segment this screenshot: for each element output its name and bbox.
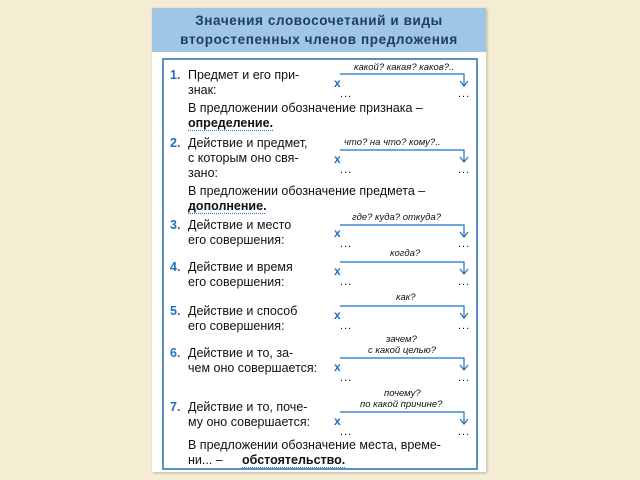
- term-definition: определение.: [188, 116, 274, 130]
- relation-arrow: [338, 260, 468, 274]
- main-word-marker: x: [334, 152, 341, 166]
- dots-left: ...: [340, 372, 353, 384]
- dots-right: ...: [458, 276, 471, 288]
- footer-line-2-prefix: ни... –: [188, 453, 223, 467]
- dots-right: ...: [458, 164, 471, 176]
- main-word-marker: x: [334, 360, 341, 374]
- dots-left: ...: [340, 238, 353, 250]
- relation-arrow: [338, 304, 468, 318]
- dots-right: ...: [458, 88, 471, 100]
- section-text-line: его совершения:: [188, 319, 285, 333]
- relation-arrow: [338, 148, 468, 162]
- title-line-2: второстепенных членов предложения: [180, 32, 458, 47]
- section-text-line: Действие и то, за-: [188, 346, 294, 360]
- section-text-line: его совершения:: [188, 275, 285, 289]
- section-text-line: чем оно совершается:: [188, 361, 318, 375]
- section-number: 2.: [170, 136, 181, 150]
- section-text-line: с которым оно свя-: [188, 151, 299, 165]
- dots-left: ...: [340, 426, 353, 438]
- section-text-line: его совершения:: [188, 233, 285, 247]
- main-word-marker: x: [334, 264, 341, 278]
- title-banner: [152, 8, 486, 52]
- main-word-marker: x: [334, 414, 341, 428]
- section-number: 6.: [170, 346, 181, 360]
- main-word-marker: x: [334, 76, 341, 90]
- sentence-line: В предложении обозначение признака –: [188, 101, 423, 115]
- question-text: как?: [396, 292, 416, 303]
- section-text-line: Действие и время: [188, 260, 293, 274]
- section-text-line: Действие и то, поче-: [188, 400, 308, 414]
- main-word-marker: x: [334, 308, 341, 322]
- term-complement: дополнение.: [188, 199, 267, 213]
- section-text-line: му оно совершается:: [188, 415, 311, 429]
- section-number: 1.: [170, 68, 181, 82]
- question-text: что? на что? кому?..: [344, 137, 441, 148]
- dots-right: ...: [458, 320, 471, 332]
- question-text: зачем?: [386, 334, 417, 345]
- dots-left: ...: [340, 88, 353, 100]
- question-text-2: по какой причине?: [360, 399, 443, 410]
- section-text-line: Предмет и его при-: [188, 68, 300, 82]
- section-text-line: Действие и место: [188, 218, 292, 232]
- dots-right: ...: [458, 426, 471, 438]
- section-number: 4.: [170, 260, 181, 274]
- title-line-1: Значения словосочетаний и виды: [195, 13, 443, 28]
- relation-arrow: [338, 223, 468, 237]
- term-adverbial: обстоятельство.: [242, 453, 346, 467]
- rule-card: [152, 8, 486, 472]
- dots-right: ...: [458, 238, 471, 250]
- question-text: когда?: [390, 248, 421, 259]
- question-text: где? куда? откуда?: [352, 212, 441, 223]
- sentence-line: В предложении обозначение предмета –: [188, 184, 426, 198]
- section-text-line: зано:: [188, 166, 219, 180]
- question-text-2: с какой целью?: [368, 345, 437, 356]
- question-text: какой? какая? каков?..: [354, 62, 455, 73]
- main-word-marker: x: [334, 226, 341, 240]
- dots-left: ...: [340, 164, 353, 176]
- dots-left: ...: [340, 320, 353, 332]
- section-text-line: Действие и способ: [188, 304, 298, 318]
- section-number: 3.: [170, 218, 181, 232]
- relation-arrow: [338, 356, 468, 370]
- footer-line-1: В предложении обозначение места, време-: [188, 438, 441, 452]
- content-frame: [162, 58, 478, 470]
- section-number: 7.: [170, 400, 181, 414]
- relation-arrow: [338, 410, 468, 424]
- question-text: почему?: [384, 388, 421, 399]
- dots-left: ...: [340, 276, 353, 288]
- relation-arrow: [338, 72, 468, 86]
- dots-right: ...: [458, 372, 471, 384]
- section-number: 5.: [170, 304, 181, 318]
- section-text-line: знак:: [188, 83, 217, 97]
- section-text-line: Действие и предмет,: [188, 136, 308, 150]
